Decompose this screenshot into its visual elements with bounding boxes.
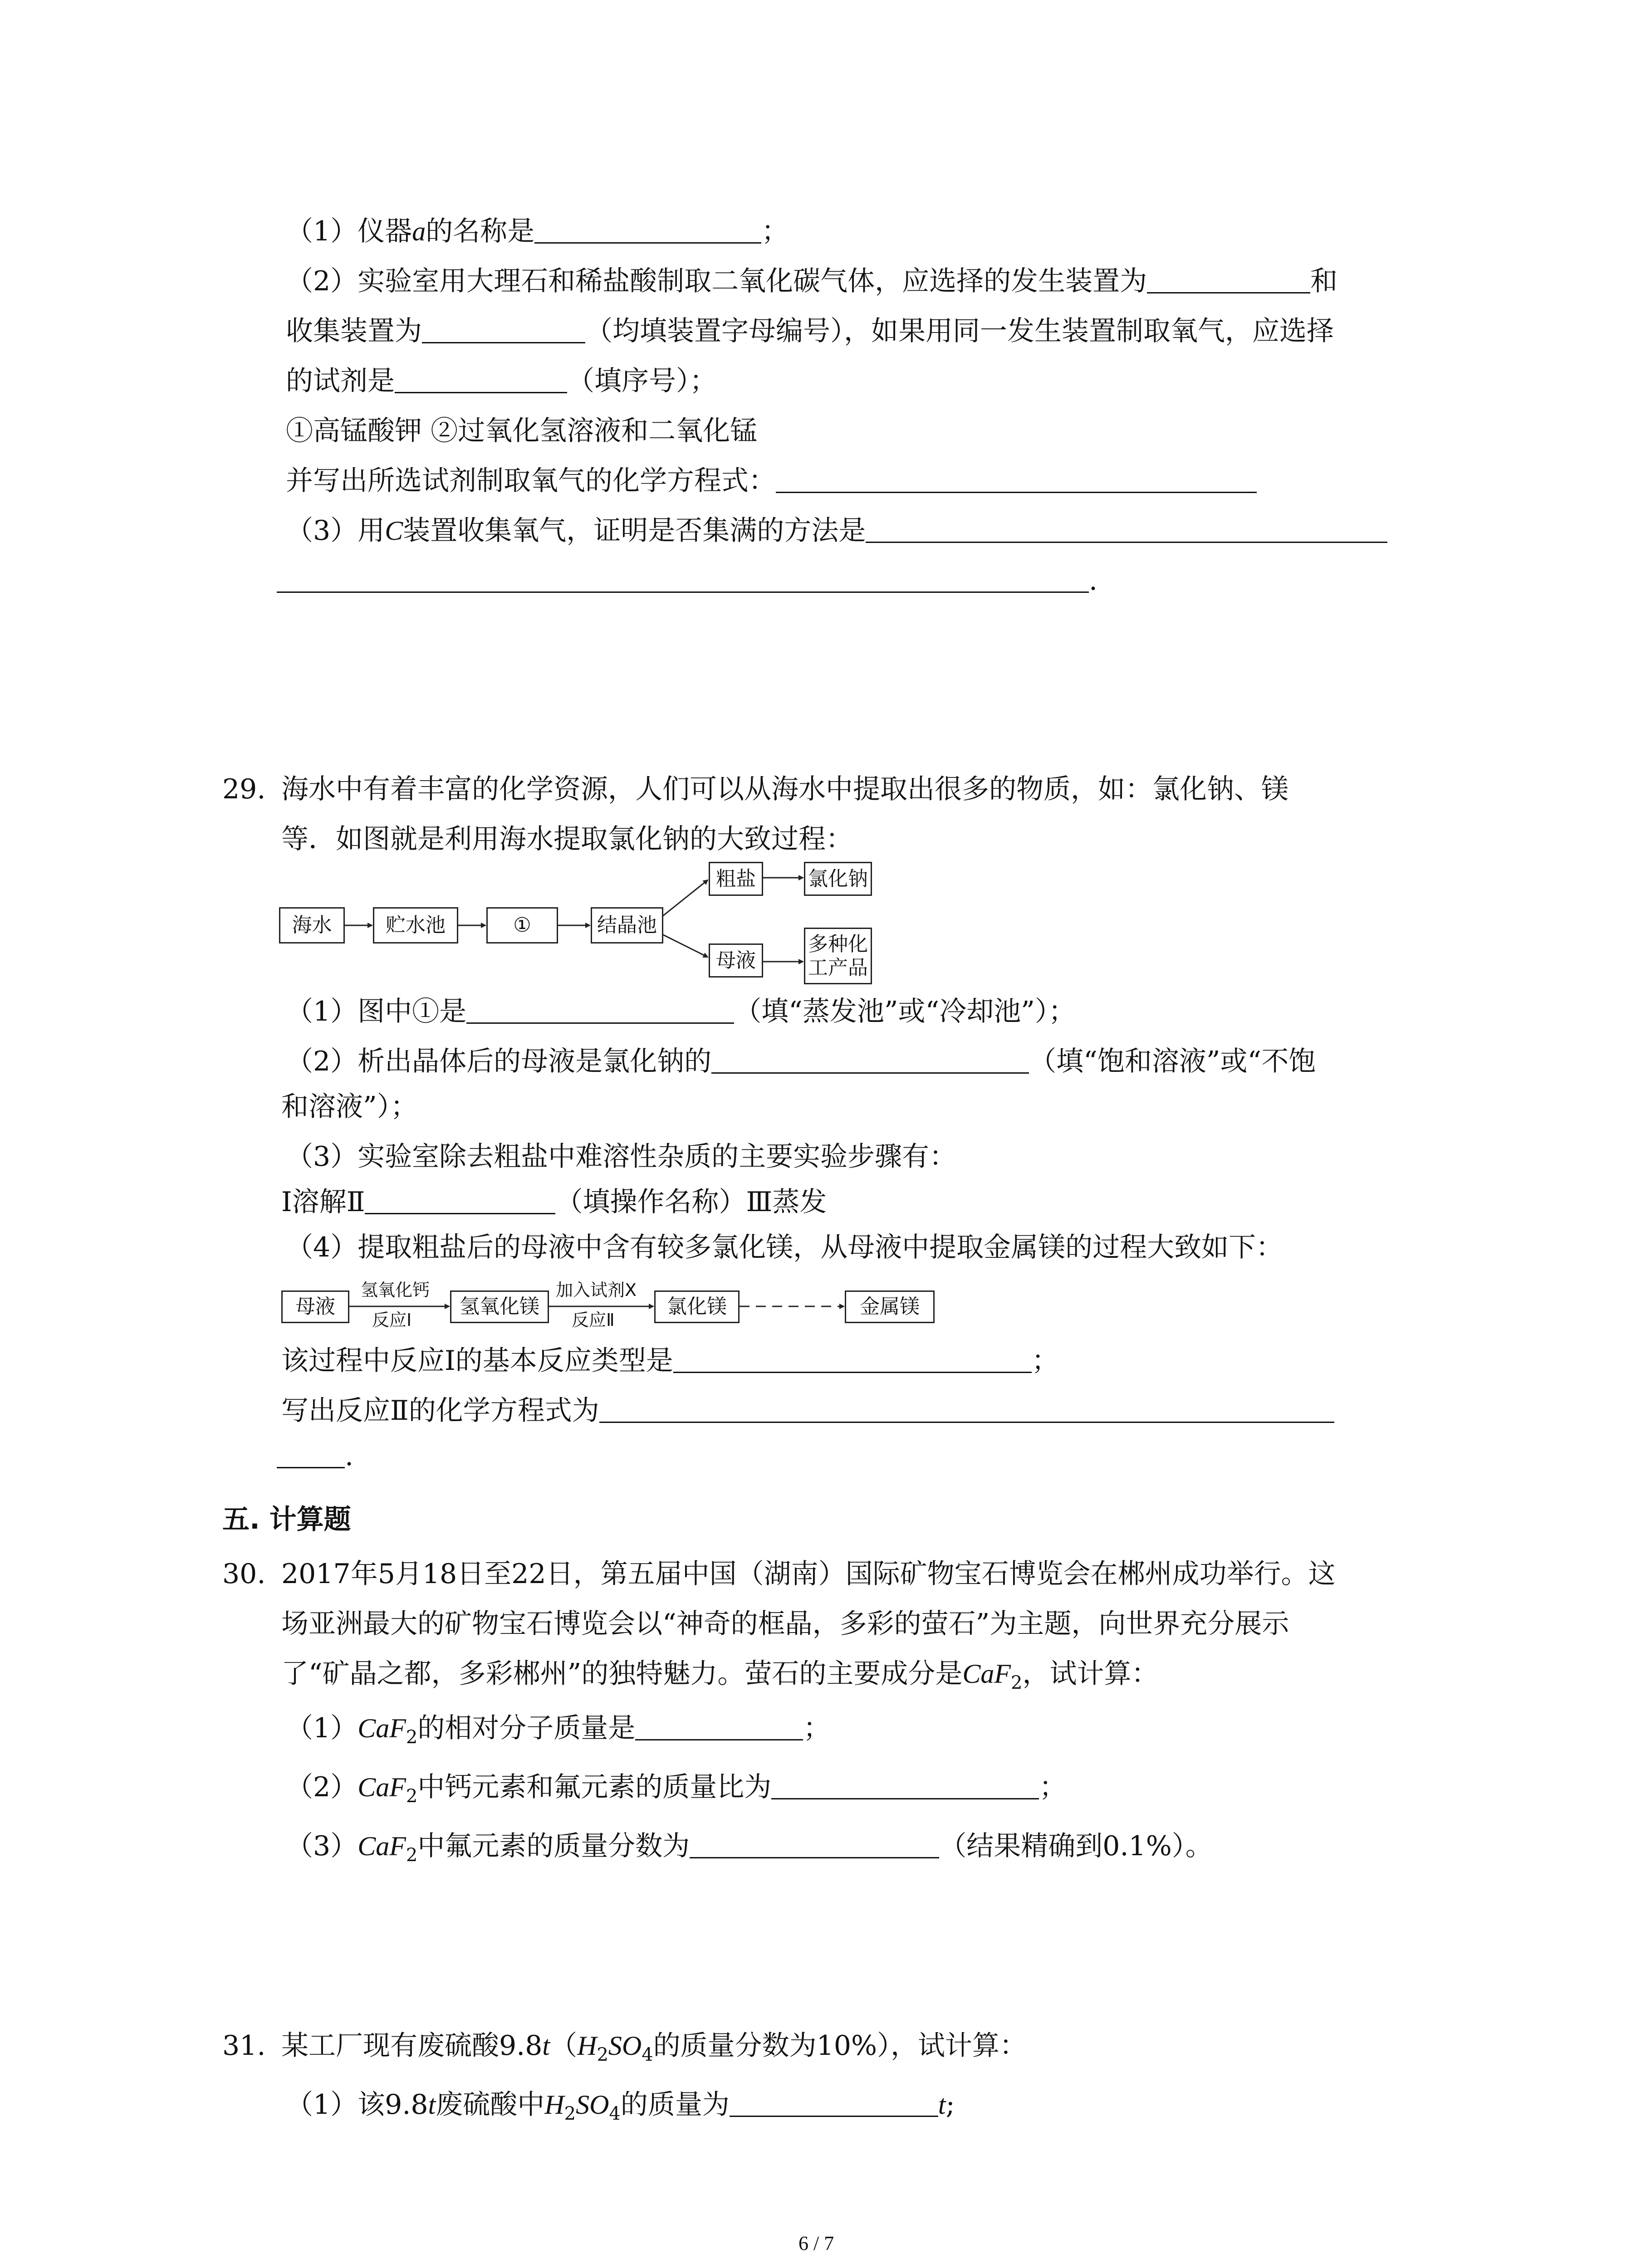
flow2-reagent1: 氢氧化钙	[361, 1280, 430, 1300]
answer-blank[interactable]	[690, 1828, 939, 1858]
answer-blank[interactable]	[673, 1343, 1032, 1373]
flow-box-mother-liquor: 母液	[709, 943, 763, 978]
q31-part1: （1）该9.8t废硫酸中$H_2SO_4$的质量为 t;	[286, 2087, 955, 2123]
q30-line1: 30. 2017年5月18日至22日，第五届中国（湖南）国际矿物宝石博览会在郴州成功举行。这	[222, 1556, 1336, 1592]
flow-box-crystal: 结晶池	[591, 907, 663, 943]
section-title: 五. 计算题	[222, 1504, 351, 1535]
q28-equation: 并写出所选试剂制取氧气的化学方程式：	[286, 463, 1257, 499]
q29-part2: （2）析出晶体后的母液是氯化钠的 （填“饱和溶液”或“不饱	[286, 1043, 1316, 1080]
answer-blank[interactable]	[277, 1438, 345, 1468]
page-number: 6 / 7	[798, 2232, 834, 2254]
q29-part4-equation: 写出反应Ⅱ的化学方程式为	[281, 1393, 1334, 1429]
flow-box-step1: ①	[486, 907, 558, 943]
q29-part3-steps: Ⅰ溶解Ⅱ （填操作名称）Ⅲ蒸发	[281, 1184, 827, 1220]
flow2-reagent2: 加入试剂X	[556, 1280, 637, 1300]
flow2-box-mother-liquor: 母液	[281, 1290, 349, 1323]
flow2-box-mg-hydroxide: 氢氧化镁	[450, 1290, 549, 1323]
flow-box-crude-salt: 粗盐	[709, 862, 763, 896]
q30-part3: （3）CaF$_2$中氟元素的质量分数为 （结果精确到0.1%）。	[286, 1828, 1213, 1864]
flow2-reaction1: 反应Ⅰ	[372, 1310, 412, 1330]
flow2-box-mg-chloride: 氯化镁	[654, 1290, 740, 1323]
flow-box-storage: 贮水池	[373, 907, 458, 943]
flow-box-nacl: 氯化钠	[804, 862, 872, 896]
q30-line2: 场亚洲最大的矿物宝石博览会以“神奇的框晶，多彩的萤石”为主题，向世界充分展示	[281, 1608, 1289, 1640]
flow2-reaction2: 反应Ⅱ	[572, 1310, 615, 1330]
q31-line1: 31. 某工厂现有废硫酸$9.8t(H_2SO_4$的质量分数为10%），试计算：	[222, 2028, 1027, 2064]
q29-line2: 等．如图就是利用海水提取氯化钠的大致过程：	[281, 823, 853, 855]
q28-part3: （3）用C装置收集氧气，证明是否集满的方法是	[286, 513, 1387, 549]
q29-part4-line1: （4）提取粗盐后的母液中含有较多氯化镁，从母液中提取金属镁的过程大致如下：	[286, 1232, 1283, 1263]
q28-part2-line1: （2）实验室用大理石和稀盐酸制取二氧化碳气体，应选择的发生装置为 和	[286, 263, 1337, 299]
q29-part4-equation-line2: .	[277, 1438, 353, 1474]
answer-blank[interactable]	[599, 1393, 1334, 1423]
q28-part2-line3: 的试剂是 （填序号）；	[286, 363, 717, 399]
q29-part3-line1: （3）实验室除去粗盐中难溶性杂质的主要实验步骤有：	[286, 1141, 957, 1173]
q28-part2-line2: 收集装置为 （均填装置字母编号），如果用同一发生装置制取氧气，应选择	[286, 313, 1334, 349]
q29-part2-line2: 和溶液”）；	[281, 1091, 418, 1123]
q28-part3-line2: .	[277, 562, 1097, 599]
flow-box-seawater: 海水	[279, 907, 345, 943]
question-number: 29.	[222, 773, 266, 805]
q28-part1: （1）仪器a的名称是 ；	[286, 213, 789, 249]
answer-blank[interactable]	[771, 1769, 1039, 1799]
q29-line1: 29. 海水中有着丰富的化学资源，人们可以从海水中提取出很多的物质，如：氯化钠、镁	[222, 771, 1288, 807]
q28-options: ①高锰酸钾 ②过氧化氢溶液和二氧化锰	[286, 415, 758, 447]
answer-blank[interactable]	[635, 1710, 803, 1740]
question-number: 31.	[222, 2030, 266, 2062]
q30-part1: （1）CaF$_2$的相对分子质量是 ；	[286, 1710, 830, 1746]
flow2-box-mg-metal: 金属镁	[845, 1290, 935, 1323]
flow-box-chem-products: 多种化 工产品	[804, 928, 872, 984]
q29-part4-type: 该过程中反应Ⅰ的基本反应类型是 ；	[281, 1343, 1059, 1379]
answer-blank[interactable]	[730, 2087, 938, 2117]
q30-part2: （2）CaF$_2$中钙元素和氟元素的质量比为 ；	[286, 1769, 1066, 1805]
question-number: 30.	[222, 1558, 266, 1590]
q29-part1: （1）图中①是 （填“蒸发池”或“冷却池”）；	[286, 993, 1076, 1030]
q30-line3: 了“矿晶之都，多彩郴州”的独特魅力。萤石的主要成分是CaF$_2$，试计算：	[281, 1658, 1159, 1693]
